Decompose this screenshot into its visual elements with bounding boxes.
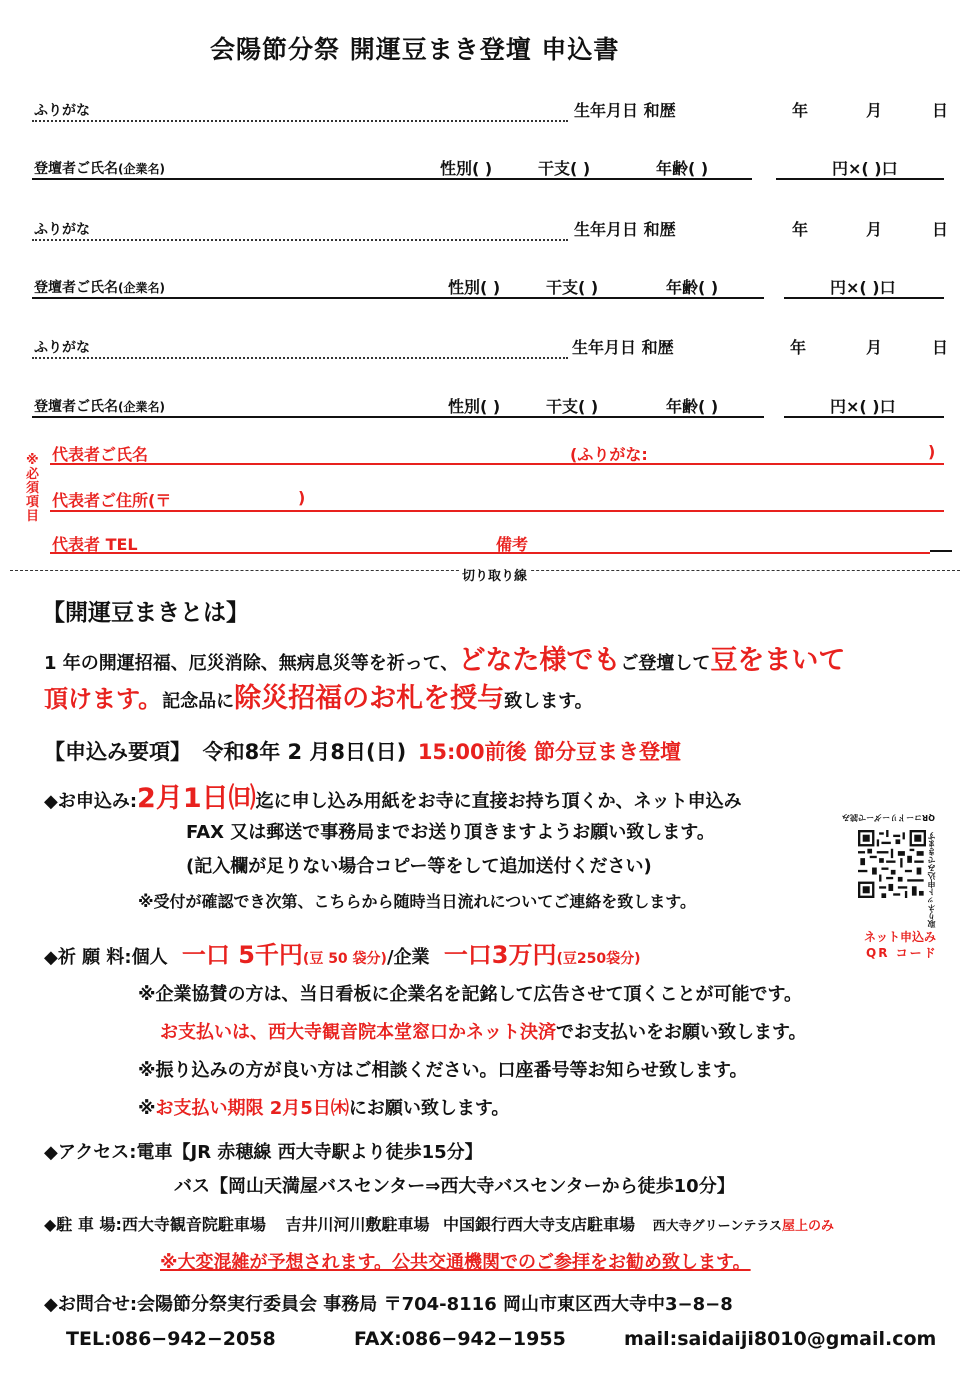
eto-field[interactable]: 干支( ) <box>546 278 599 297</box>
contact-line: ◆お問合せ:会陽節分祭実行委員会 事務局 〒704-8116 岡山市東区西大寺中3−8−8 <box>44 1294 733 1315</box>
birth-label: 生年月日 和歴 <box>574 101 676 120</box>
month-label: 月 <box>866 220 883 239</box>
furigana-field[interactable] <box>32 357 568 359</box>
name-label: 登壇者ご氏名(企業名) <box>34 161 165 177</box>
yen-line <box>776 178 944 180</box>
furigana-label: ふりがな <box>34 340 90 356</box>
year-label: 年 <box>792 101 809 120</box>
about-line-2: 頂けます。記念品に除災招福のお札を授与致します。 <box>44 683 593 714</box>
page-title: 会陽節分祭 開運豆まき登壇 申込書 <box>210 35 620 64</box>
yen-line <box>784 416 944 418</box>
apply-line-4: ※受付が確認でき次第、こちらから随時当日流れについてご連絡を致します。 <box>138 892 696 911</box>
furigana-field[interactable] <box>32 239 568 241</box>
month-label: 月 <box>866 101 883 120</box>
apply-line-2: FAX 又は郵送で事務局までお送り頂きますようお願い致します。 <box>186 822 715 843</box>
rep-tel-field[interactable] <box>50 552 930 554</box>
furigana-label: ふりがな <box>34 103 90 119</box>
congestion-notice: ※大変混雑が予想されます。公共交通機関でのご参拝をお勧め致します。 <box>160 1252 751 1273</box>
rep-address-close: ) <box>298 488 306 507</box>
name-label: 登壇者ご氏名(企業名) <box>34 280 165 296</box>
age-field[interactable]: 年齢( ) <box>656 159 709 178</box>
guide-heading-row: 【申込み要項】 令和8年 2 月8日(日) 15:00前後 節分豆まき登壇 <box>44 740 681 764</box>
parking-line: ◆駐 車 場:西大寺観音院駐車場 吉井川河川敷駐車場 中国銀行西大寺支店駐車場 西大寺グリーンテラス屋上のみ <box>44 1215 835 1234</box>
fee-line-5: ※お支払い期限 2月5日㈭にお願い致します。 <box>138 1098 510 1119</box>
qr-code-icon[interactable] <box>858 830 926 898</box>
fee-line-2: ※企業協賛の方は、当日看板に企業名を記銘して広告させて頂くことが可能です。 <box>138 984 803 1005</box>
qr-label-1: ネット申込み <box>864 930 937 944</box>
year-label: 年 <box>792 220 809 239</box>
yen-field[interactable]: 円×( )口 <box>830 397 896 416</box>
eto-field[interactable]: 干支( ) <box>538 159 591 178</box>
name-line <box>32 416 764 418</box>
yen-field[interactable]: 円×( )口 <box>830 278 896 297</box>
fax-text: FAX:086−942−1955 <box>354 1328 566 1350</box>
month-label: 月 <box>866 338 883 357</box>
birth-label: 生年月日 和歴 <box>574 220 676 239</box>
name-line <box>32 178 752 180</box>
rep-name-field[interactable] <box>50 463 944 465</box>
qr-side-caption: 取りネット申込みできます <box>927 832 936 928</box>
name-line <box>32 297 764 299</box>
fee-line-3: お支払いは、西大寺観音院本堂窓口かネット決済でお支払いをお願い致します。 <box>160 1022 807 1043</box>
year-label: 年 <box>790 338 807 357</box>
furigana-label: ふりがな <box>34 222 90 238</box>
age-field[interactable]: 年齢( ) <box>666 278 719 297</box>
eto-field[interactable]: 干支( ) <box>546 397 599 416</box>
qr-top-caption: QRコードリーダーで読み <box>842 813 935 822</box>
rep-address-label: 代表者ご住所(〒 <box>52 491 172 510</box>
apply-line-1: ◆お申込み:2月1日㈰迄に申し込み用紙をお寺に直接お持ち頂くか、ネット申込み <box>44 783 742 814</box>
rep-furigana-close: ) <box>928 442 936 461</box>
name-label: 登壇者ご氏名(企業名) <box>34 399 165 415</box>
cut-line-label: 切り取り線 <box>460 565 529 584</box>
rep-address-field[interactable] <box>50 510 944 512</box>
gender-field[interactable]: 性別( ) <box>440 159 493 178</box>
yen-line <box>784 297 944 299</box>
about-heading: 【開運豆まきとは】 <box>42 600 249 626</box>
birth-label: 生年月日 和歴 <box>572 338 674 357</box>
fee-line-1: ◆祈 願 料:個人 一口 5千円(豆 50 袋分)/企業 一口3万円(豆250袋分) <box>44 941 641 969</box>
day-label: 日 <box>932 101 949 120</box>
about-line-1: 1 年の開運招福、厄災消除、無病息災等を祈って、どなた様でもご登壇して豆をまいて <box>44 645 846 676</box>
day-label: 日 <box>932 338 949 357</box>
remarks-end-line <box>930 550 952 552</box>
day-label: 日 <box>932 220 949 239</box>
mail-text[interactable]: mail:saidaiji8010@gmail.com <box>624 1328 937 1350</box>
rep-name-label: 代表者ご氏名 <box>52 445 149 464</box>
access-line-2: バス【岡山天満屋バスセンター⇒西大寺バスセンターから徒歩10分】 <box>174 1176 735 1197</box>
required-side-label: ※必須項目 <box>26 453 40 524</box>
age-field[interactable]: 年齢( ) <box>666 397 719 416</box>
rep-tel-label: 代表者 TEL <box>52 535 138 554</box>
apply-line-3: (記入欄が足りない場合コピー等をして追加送付ください) <box>186 856 652 877</box>
gender-field[interactable]: 性別( ) <box>448 397 501 416</box>
fee-line-4: ※振り込みの方が良い方はご相談ください。口座番号等お知らせ致します。 <box>138 1060 748 1081</box>
furigana-field[interactable] <box>32 120 568 122</box>
rep-furigana-label: (ふりがな: <box>570 445 648 464</box>
qr-label-2: QR コード <box>866 946 938 960</box>
gender-field[interactable]: 性別( ) <box>448 278 501 297</box>
access-line-1: ◆アクセス:電車【JR 赤穂線 西大寺駅より徒歩15分】 <box>44 1142 483 1163</box>
yen-field[interactable]: 円×( )口 <box>832 159 898 178</box>
tel-text: TEL:086−942−2058 <box>66 1328 276 1350</box>
remarks-label: 備考 <box>496 535 529 554</box>
